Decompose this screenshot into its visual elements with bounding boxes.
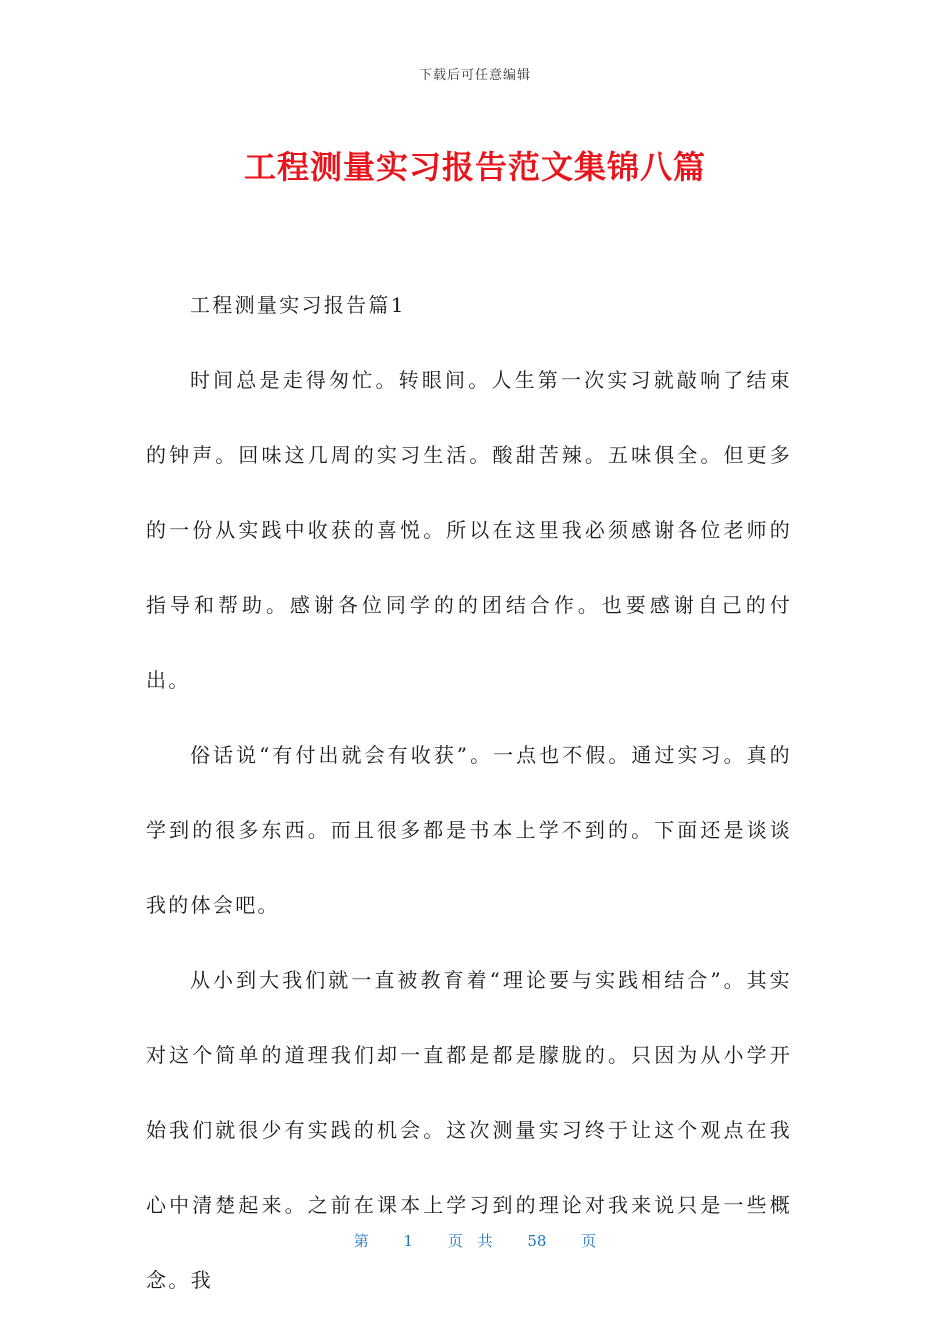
total-page-count: 58 [527, 1232, 547, 1250]
paragraph: 俗话说“有付出就会有收获”。一点也不假。通过实习。真的学到的很多东西。而且很多都是书本上学不到的。下面还是谈谈我的体会吧。 [146, 743, 792, 917]
page-footer [0, 1230, 950, 1251]
footer-prefix: 第 [353, 1232, 369, 1250]
section-heading: 工程测量实习报告篇1 [190, 293, 406, 317]
header-note: 下载后可任意编辑 [418, 68, 531, 83]
footer-suffix: 页 [581, 1232, 597, 1250]
current-page-number: 1 [403, 1232, 414, 1250]
paragraph: 从小到大我们就一直被教育着“理论要与实践相结合”。其实对这个简单的道理我们却一直都是都是朦胧的。只因为从小学开始我们就很少有实践的机会。这次测量实习终于让这个观点在我心中清楚起来。之前在课本上学习到的理论对我来说只是一些概念。我 [146, 968, 792, 1292]
footer-middle: 页 共 [447, 1232, 493, 1250]
document-title: 工程测量实习报告范文集锦八篇 [243, 148, 706, 186]
document-body [146, 268, 792, 1318]
paragraph: 时间总是走得匆忙。转眼间。人生第一次实习就敲响了结束的钟声。回味这几周的实习生活。酸甜苦辣。五味俱全。但更多的一份从实践中收获的喜悦。所以在这里我必须感谢各位老师的指导和帮助。感谢各位同学的的团结合作。也要感谢自己的付出。 [146, 368, 792, 692]
